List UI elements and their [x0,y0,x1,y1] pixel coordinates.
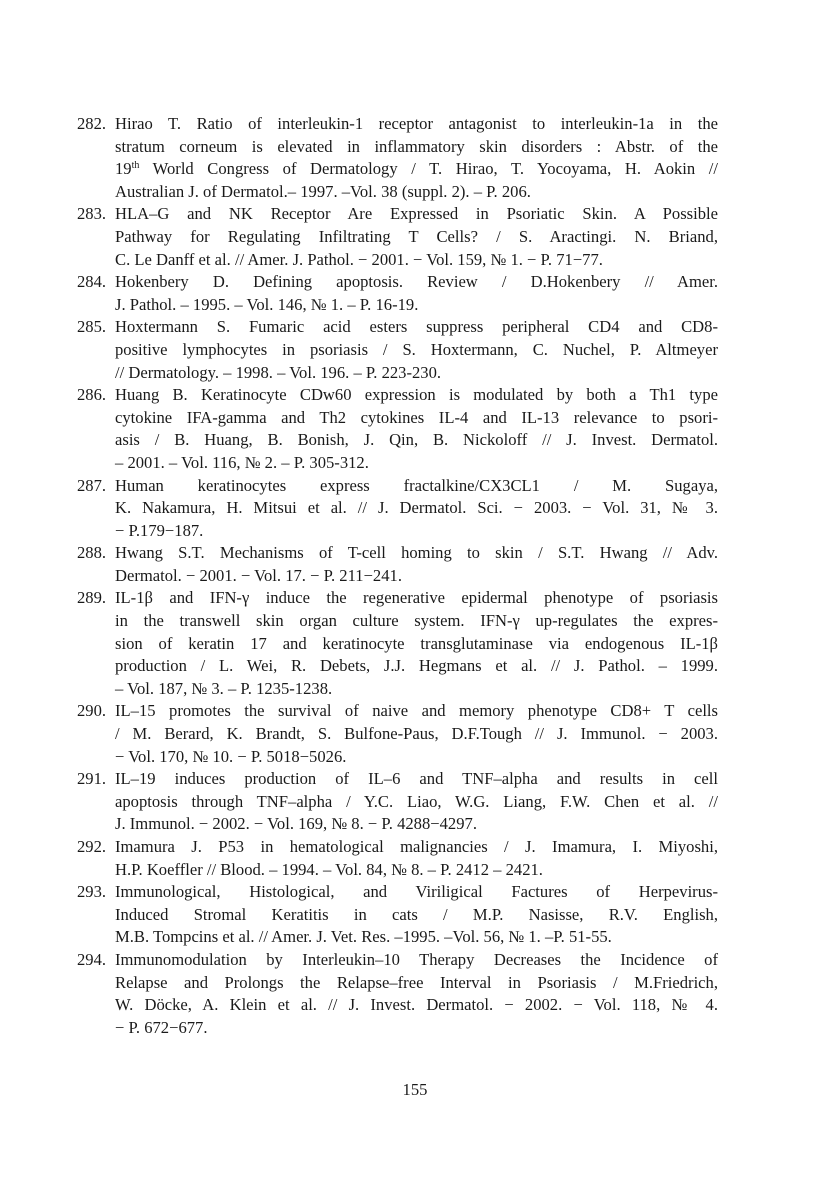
reference-line: IL–15 promotes the survival of naive and memory phenotype CD8+ T cells [115,701,718,721]
reference-number: 293. [77,882,107,902]
reference-line: IL–19 induces production of IL–6 and TNF–alpha and results in cell [115,769,718,789]
reference-line: apoptosis through TNF–alpha / Y.C. Liao, W.G. Liang, F.W. Chen et al. // [115,791,718,811]
reference-line: Australian J. of Dermatol.– 1997. –Vol. 38 (suppl. 2). – P. 206. [115,181,531,201]
reference-line: Hwang S.T. Mechanisms of T-cell homing to skin / S.T. Hwang // Adv. [115,543,718,563]
reference-line: J. Immunol. − 2002. − Vol. 169, № 8. − P. 4288−4297. [115,814,477,834]
reference-line: Human keratinocytes express fractalkine/CX3CL1 / M. Sugaya, [115,475,718,495]
reference-line: HLA–G and NK Receptor Are Expressed in Psoriatic Skin. A Possible [115,204,718,224]
reference-line: sion of keratin 17 and keratinocyte transglutaminase via endogenous IL-1β [115,633,718,653]
reference-line: M.B. Tompcins et al. // Amer. J. Vet. Res. –1995. –Vol. 56, № 1. –P. 51-55. [115,927,612,947]
reference-line: Pathway for Regulating Infiltrating T Cells? / S. Aractingi. N. Briand, [115,226,718,246]
reference-number: 282. [77,114,107,133]
reference-line: production / L. Wei, R. Debets, J.J. Hegmans et al. // J. Pathol. – 1999. [115,656,718,676]
reference-item [77,881,718,949]
reference-line: stratum corneum is elevated in inflammatory skin disorders : Abstr. of the [115,136,718,156]
reference-line: cytokine IFA-gamma and Th2 cytokines IL-4 and IL-13 relevance to psori- [115,407,718,427]
reference-line: − Vol. 170, № 10. − P. 5018−5026. [115,746,347,766]
reference-item [77,949,718,1039]
reference-number: 285. [77,317,107,337]
reference-item [77,316,718,384]
reference-line: / M. Berard, K. Brandt, S. Bulfone-Paus, D.F.Tough // J. Immunol. − 2003. [115,724,718,744]
reference-line: in the transwell skin organ culture system. IFN-γ up-regulates the expres- [115,611,718,631]
reference-line: – Vol. 187, № 3. – P. 1235-1238. [115,678,333,698]
reference-text [115,836,718,881]
reference-text [115,542,718,587]
reference-number: 292. [77,837,107,856]
reference-text [115,316,718,384]
reference-item [77,700,718,768]
reference-line: − P.179−187. [115,520,204,540]
reference-item [77,113,718,203]
reference-line: – 2001. – Vol. 116, № 2. – P. 305-312. [115,452,369,472]
reference-text [115,881,718,949]
reference-line: Induced Stromal Keratitis in cats / M.P. Nasisse, R.V. English, [115,904,718,924]
reference-line: Hokenbery D. Defining apoptosis. Review / D.Hokenbery // Amer. [115,272,718,292]
reference-line: W. Döcke, A. Klein et al. // J. Invest. Dermatol. − 2002. − Vol. 118, № 4. [115,995,718,1015]
reference-number: 284. [77,272,107,292]
reference-line: Relapse and Prolongs the Relapse–free Interval in Psoriasis / M.Friedrich, [115,972,718,992]
reference-text [115,113,718,203]
reference-text [115,949,718,1039]
reference-item [77,836,718,881]
reference-text [115,384,718,474]
reference-number: 288. [77,543,107,563]
reference-number: 289. [77,588,107,608]
reference-line: Hirao T. Ratio of interleukin-1 receptor antagonist to interleukin-1a in the [115,114,718,133]
reference-list [77,113,718,1039]
reference-item [77,384,718,474]
reference-line: Immunological, Histological, and Viriligical Factures of Herpevirus- [115,882,718,902]
reference-text [115,768,718,836]
reference-line: − P. 672−677. [115,1017,208,1037]
reference-text [115,203,718,271]
reference-line: C. Le Danff et al. // Amer. J. Pathol. − 2001. − Vol. 159, № 1. − P. 71−77. [115,249,603,269]
reference-number: 290. [77,701,107,721]
reference-text [115,587,718,700]
reference-line: asis / B. Huang, B. Bonish, J. Qin, B. Nickoloff // J. Invest. Dermatol. [115,430,718,450]
reference-line: positive lymphocytes in psoriasis / S. Hoxtermann, C. Nuchel, P. Altmeyer [115,339,718,359]
reference-line: 19th World Congress of Dermatology / T. Hirao, T. Yocoyama, H. Aokin // [115,159,718,179]
reference-item [77,768,718,836]
page-number: 155 [402,1080,428,1099]
reference-number: 291. [77,769,107,789]
reference-text [115,700,718,768]
reference-number: 283. [77,204,107,224]
reference-number: 294. [77,949,107,969]
reference-line: Huang B. Keratinocyte CDw60 expression is modulated by both a Th1 type [115,385,718,405]
reference-item [77,203,718,271]
reference-line: J. Pathol. – 1995. – Vol. 146, № 1. – P. 16-19. [115,294,419,314]
reference-line: // Dermatology. – 1998. – Vol. 196. – P. 223-230. [115,362,442,382]
reference-line: K. Nakamura, H. Mitsui et al. // J. Dermatol. Sci. − 2003. − Vol. 31, № 3. [115,498,718,518]
reference-text [115,271,718,316]
reference-number: 287. [77,475,107,495]
reference-line: Imamura J. P53 in hematological malignancies / J. Imamura, I. Miyoshi, [115,837,718,856]
reference-line: Dermatol. − 2001. − Vol. 17. − P. 211−241. [115,565,402,585]
reference-item [77,542,718,587]
reference-line: Immunomodulation by Interleukin–10 Therapy Decreases the Incidence of [115,949,718,969]
reference-line: Hoxtermann S. Fumaric acid esters suppress peripheral CD4 and CD8- [115,317,718,337]
reference-item [77,271,718,316]
superscript: th [131,160,140,172]
reference-line: H.P. Koeffler // Blood. – 1994. – Vol. 84, № 8. – P. 2412 – 2421. [115,859,543,879]
reference-text [115,475,718,543]
reference-item [77,475,718,543]
reference-line: IL-1β and IFN-γ induce the regenerative epidermal phenotype of psoriasis [115,588,718,608]
reference-number: 286. [77,385,107,405]
reference-item [77,587,718,700]
